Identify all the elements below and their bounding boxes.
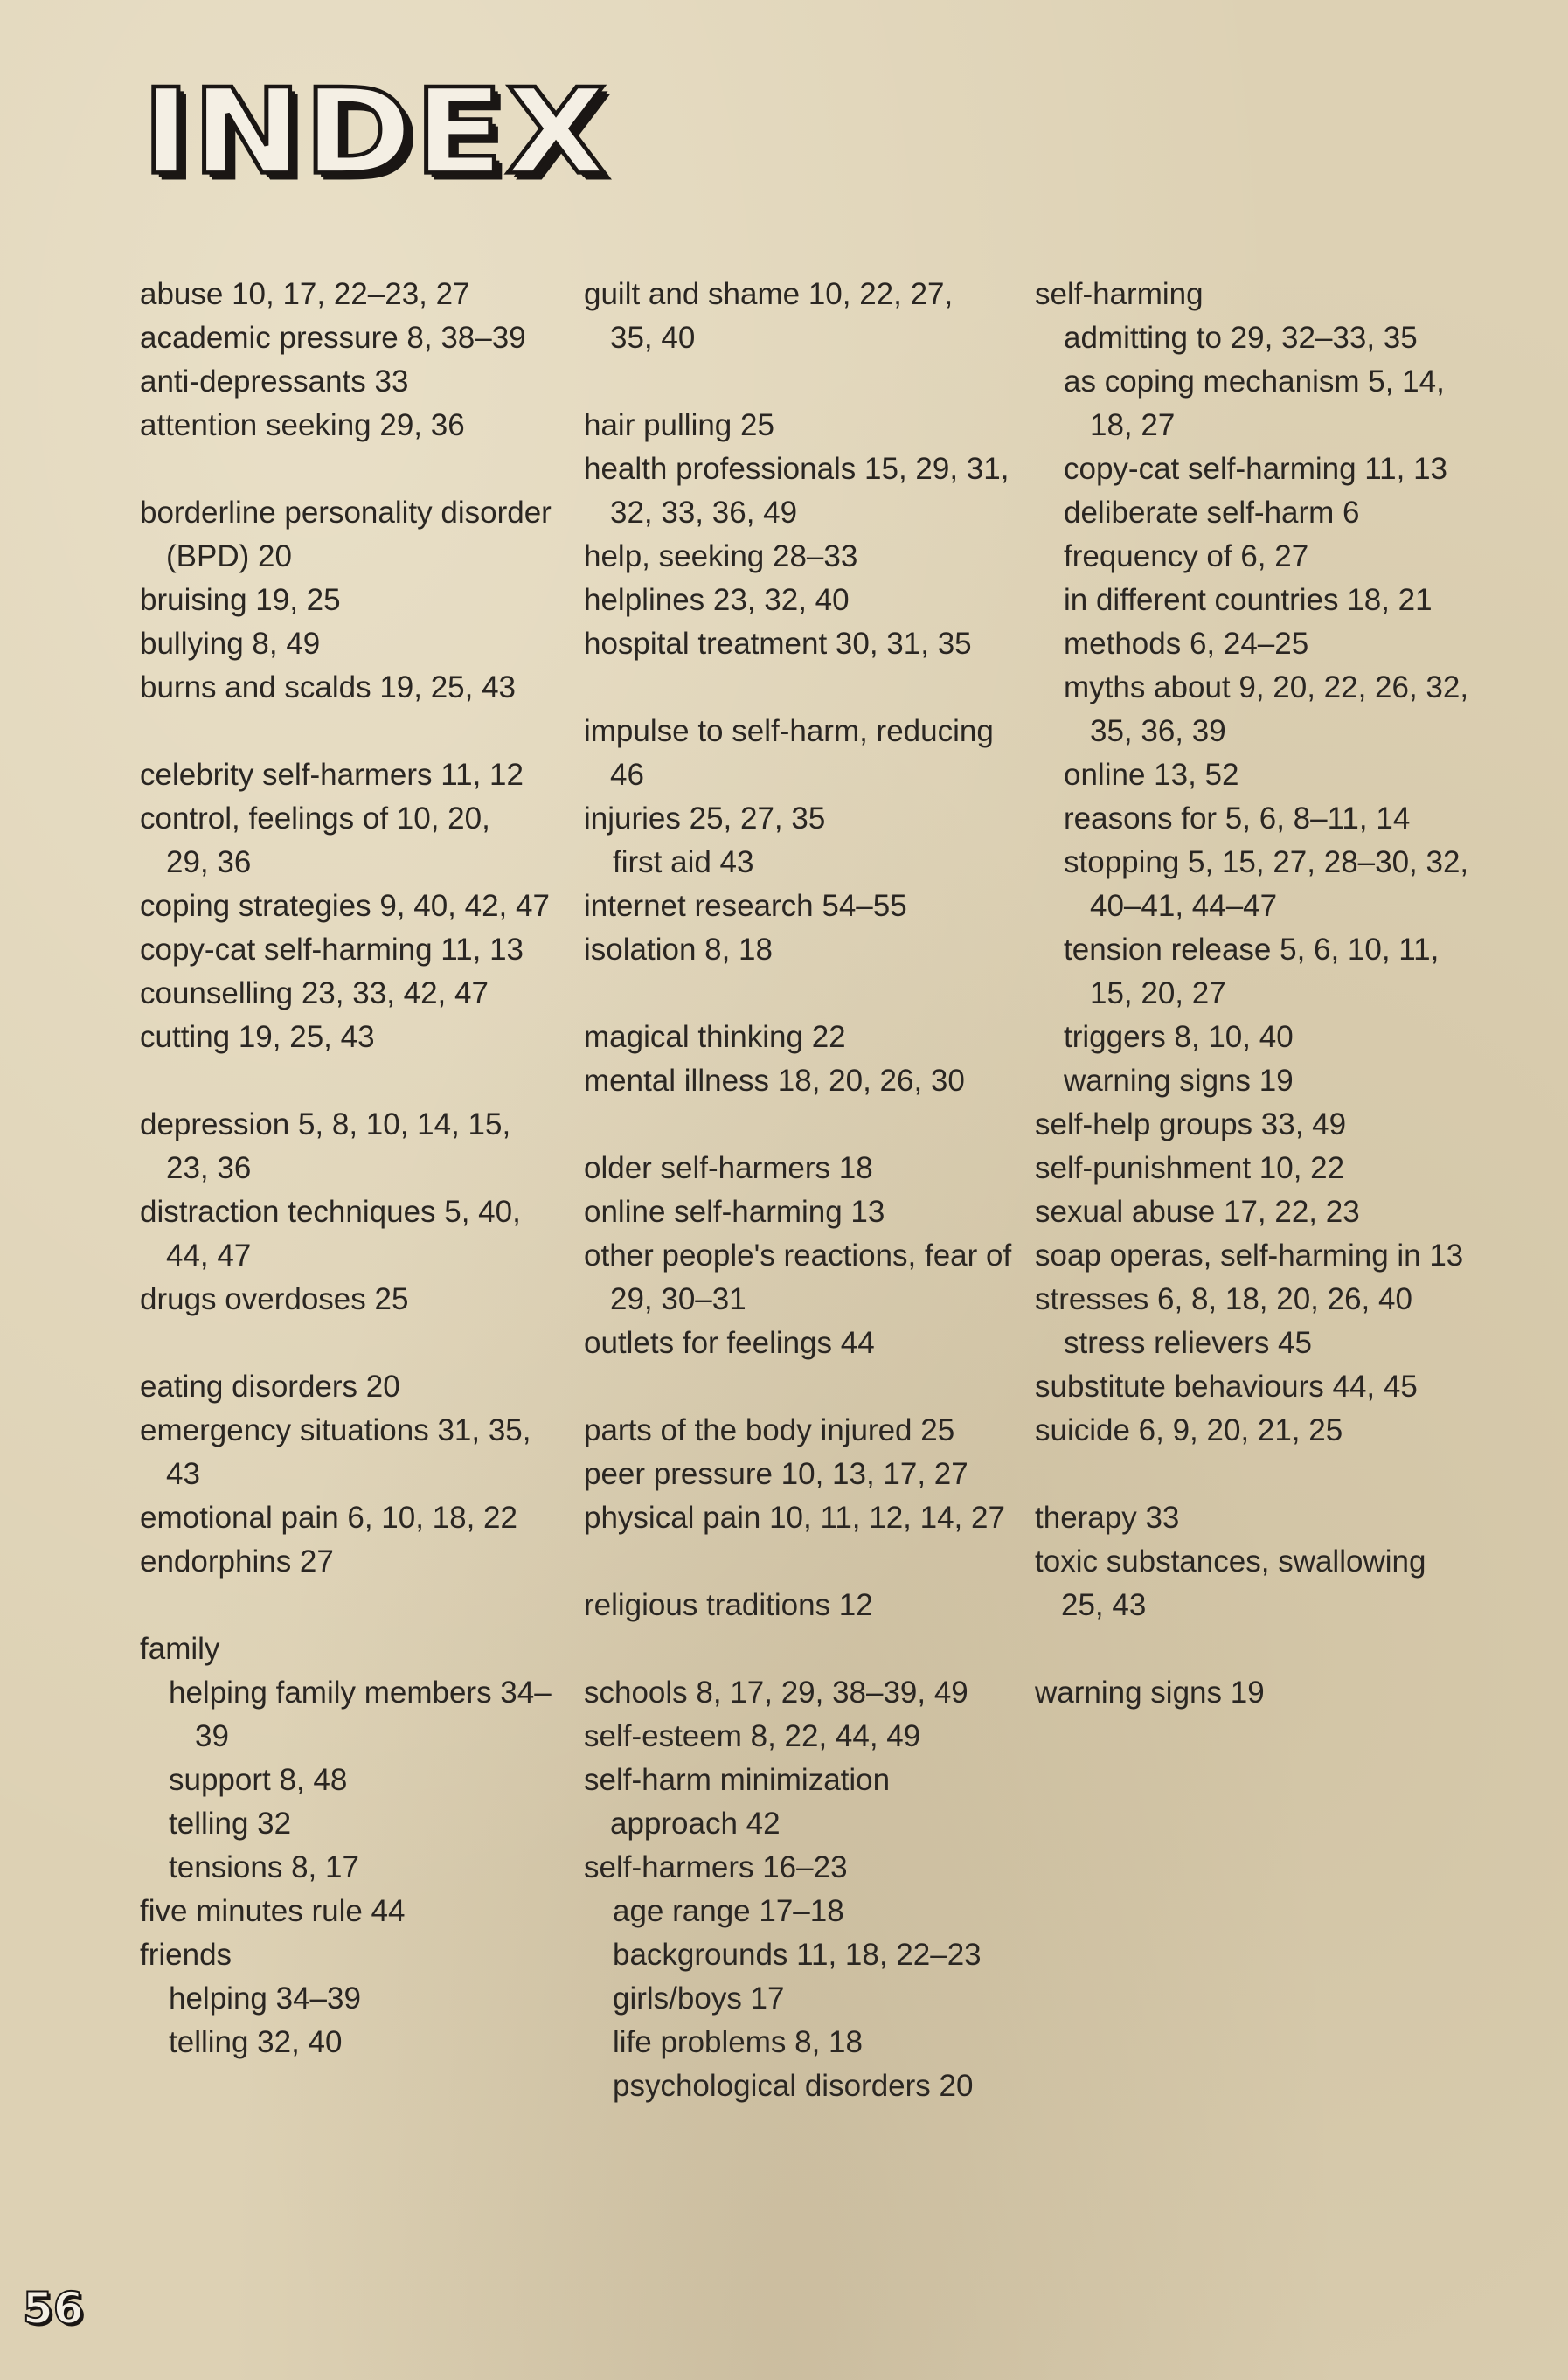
index-subentry: reasons for 5, 6, 8–11, 14 (1064, 801, 1411, 836)
index-subentry: support 8, 48 (169, 1763, 348, 1797)
index-subentry: backgrounds 11, 18, 22–23 (613, 1938, 982, 1972)
index-entry: schools 8, 17, 29, 38–39, 49 (584, 1676, 968, 1710)
index-entry: depression 5, 8, 10, 14, 15, 23, 36 (140, 1107, 511, 1185)
index-subentry: warning signs 19 (1064, 1064, 1294, 1098)
index-entry: drugs overdoses 25 (140, 1282, 409, 1316)
index-subentry: methods 6, 24–25 (1064, 627, 1309, 661)
index-entry: internet research 54–55 (584, 889, 907, 923)
index-entry: coping strategies 9, 40, 42, 47 (140, 889, 550, 923)
index-entry: helplines 23, 32, 40 (584, 583, 850, 617)
index-subentry: deliberate self-harm 6 (1064, 496, 1360, 530)
index-subentry: tension release 5, 6, 10, 11, 15, 20, 27 (1064, 933, 1440, 1010)
index-entry: other people's reactions, fear of 29, 30–31 (584, 1239, 1012, 1316)
index-entry: sexual abuse 17, 22, 23 (1035, 1195, 1360, 1229)
index-entry: copy-cat self-harming 11, 13 (140, 933, 524, 967)
index-entry: endorphins 27 (140, 1544, 334, 1579)
index-group-b (140, 491, 594, 710)
index-group-e (140, 1365, 594, 1584)
index-entry: borderline personality disorder (BPD) 20 (140, 496, 552, 573)
index-entry: parts of the body injured 25 (584, 1413, 955, 1447)
index-entry: counselling 23, 33, 42, 47 (140, 976, 489, 1010)
index-entry: celebrity self-harmers 11, 12 (140, 758, 524, 792)
index-entry: self-punishment 10, 22 (1035, 1151, 1345, 1185)
index-subentry: triggers 8, 10, 40 (1064, 1020, 1294, 1054)
index-entry: stresses 6, 8, 18, 20, 26, 40 (1035, 1282, 1412, 1316)
index-entry: physical pain 10, 11, 12, 14, 27 (584, 1501, 1005, 1535)
index-entry: bullying 8, 49 (140, 627, 321, 661)
index-group-w (1035, 1671, 1489, 1715)
index-subentry: tensions 8, 17 (169, 1850, 359, 1884)
index-entry: five minutes rule 44 (140, 1894, 406, 1928)
index-subentry: helping family members 34–39 (169, 1676, 552, 1753)
index-entry: attention seeking 29, 36 (140, 408, 465, 442)
index-column-2 (584, 273, 1038, 2152)
index-entry: academic pressure 8, 38–39 (140, 321, 526, 355)
index-subentry: in different countries 18, 21 (1064, 583, 1433, 617)
index-group-d (140, 1103, 594, 1322)
index-entry: magical thinking 22 (584, 1020, 846, 1054)
index-entry: burns and scalds 19, 25, 43 (140, 670, 517, 704)
index-entry: soap operas, self-harming in 13 (1035, 1239, 1464, 1273)
index-subentry: frequency of 6, 27 (1064, 539, 1309, 573)
index-group-i (584, 710, 1038, 972)
index-entry: online self-harming 13 (584, 1195, 885, 1229)
index-entry: self-harmers 16–23 (584, 1850, 848, 1884)
index-entry: guilt and shame 10, 22, 27, 35, 40 (584, 277, 954, 355)
index-group-self-harming (1035, 273, 1489, 1453)
index-group-h (584, 404, 1038, 666)
index-entry: older self-harmers 18 (584, 1151, 873, 1185)
index-subentry: telling 32 (169, 1807, 292, 1841)
index-entry: emotional pain 6, 10, 18, 22 (140, 1501, 517, 1535)
index-subentry: first aid 43 (613, 845, 754, 879)
index-subentry: girls/boys 17 (613, 1981, 785, 2016)
page-title: INDEX (142, 64, 608, 201)
index-entry: emergency situations 31, 35, 43 (140, 1413, 531, 1491)
index-entry: hospital treatment 30, 31, 35 (584, 627, 972, 661)
index-group-g (584, 273, 1038, 360)
index-entry: toxic substances, swallowing 25, 43 (1035, 1544, 1426, 1622)
index-entry: impulse to self-harm, reducing 46 (584, 714, 994, 792)
index-group-t (1035, 1496, 1489, 1627)
index-entry: anti-depressants 33 (140, 364, 409, 399)
index-subentry: copy-cat self-harming 11, 13 (1064, 452, 1448, 486)
index-entry: family (140, 1632, 220, 1666)
index-entry: suicide 6, 9, 20, 21, 25 (1035, 1413, 1343, 1447)
index-entry: therapy 33 (1035, 1501, 1180, 1535)
index-subentry: stress relievers 45 (1064, 1326, 1312, 1360)
index-group-r (584, 1584, 1038, 1627)
index-entry: peer pressure 10, 13, 17, 27 (584, 1457, 968, 1491)
index-subentry: telling 32, 40 (169, 2025, 343, 2059)
index-entry: hair pulling 25 (584, 408, 774, 442)
index-entry: mental illness 18, 20, 26, 30 (584, 1064, 965, 1098)
index-subentry: life problems 8, 18 (613, 2025, 863, 2059)
index-entry: injuries 25, 27, 35 (584, 801, 826, 836)
index-column-3 (1035, 273, 1489, 1759)
index-entry: self-harming (1035, 277, 1204, 311)
index-subentry: stopping 5, 15, 27, 28–30, 32, 40–41, 44–47 (1064, 845, 1469, 923)
index-entry: self-esteem 8, 22, 44, 49 (584, 1719, 921, 1753)
index-subentry: admitting to 29, 32–33, 35 (1064, 321, 1418, 355)
index-group-a (140, 273, 594, 448)
index-subentry: age range 17–18 (613, 1894, 844, 1928)
index-entry: help, seeking 28–33 (584, 539, 858, 573)
index-entry: isolation 8, 18 (584, 933, 773, 967)
index-subentry: as coping mechanism 5, 14, 18, 27 (1064, 364, 1445, 442)
index-entry: abuse 10, 17, 22–23, 27 (140, 277, 470, 311)
index-entry: bruising 19, 25 (140, 583, 341, 617)
index-group-s (584, 1671, 1038, 2108)
index-entry: warning signs 19 (1035, 1676, 1265, 1710)
index-subentry: psychological disorders 20 (613, 2069, 974, 2103)
index-group-c (140, 753, 594, 1059)
index-entry: religious traditions 12 (584, 1588, 873, 1622)
index-entry: cutting 19, 25, 43 (140, 1020, 375, 1054)
index-subentry: helping 34–39 (169, 1981, 361, 2016)
index-group-p (584, 1409, 1038, 1540)
index-entry: control, feelings of 10, 20, 29, 36 (140, 801, 490, 879)
index-entry: self-harm minimization approach 42 (584, 1763, 891, 1841)
index-subentry: online 13, 52 (1064, 758, 1239, 792)
index-entry: health professionals 15, 29, 31, 32, 33, 36, 49 (584, 452, 1009, 530)
index-group-o (584, 1147, 1038, 1365)
index-entry: substitute behaviours 44, 45 (1035, 1370, 1418, 1404)
index-subentry: myths about 9, 20, 22, 26, 32, 35, 36, 39 (1064, 670, 1469, 748)
index-column-1 (140, 273, 594, 2108)
index-entry: friends (140, 1938, 232, 1972)
index-entry: outlets for feelings 44 (584, 1326, 875, 1360)
index-group-m (584, 1016, 1038, 1103)
page-number: 56 (23, 2283, 84, 2334)
index-entry: self-help groups 33, 49 (1035, 1107, 1347, 1141)
index-group-f (140, 1627, 594, 2064)
index-entry: eating disorders 20 (140, 1370, 400, 1404)
index-entry: distraction techniques 5, 40, 44, 47 (140, 1195, 521, 1273)
